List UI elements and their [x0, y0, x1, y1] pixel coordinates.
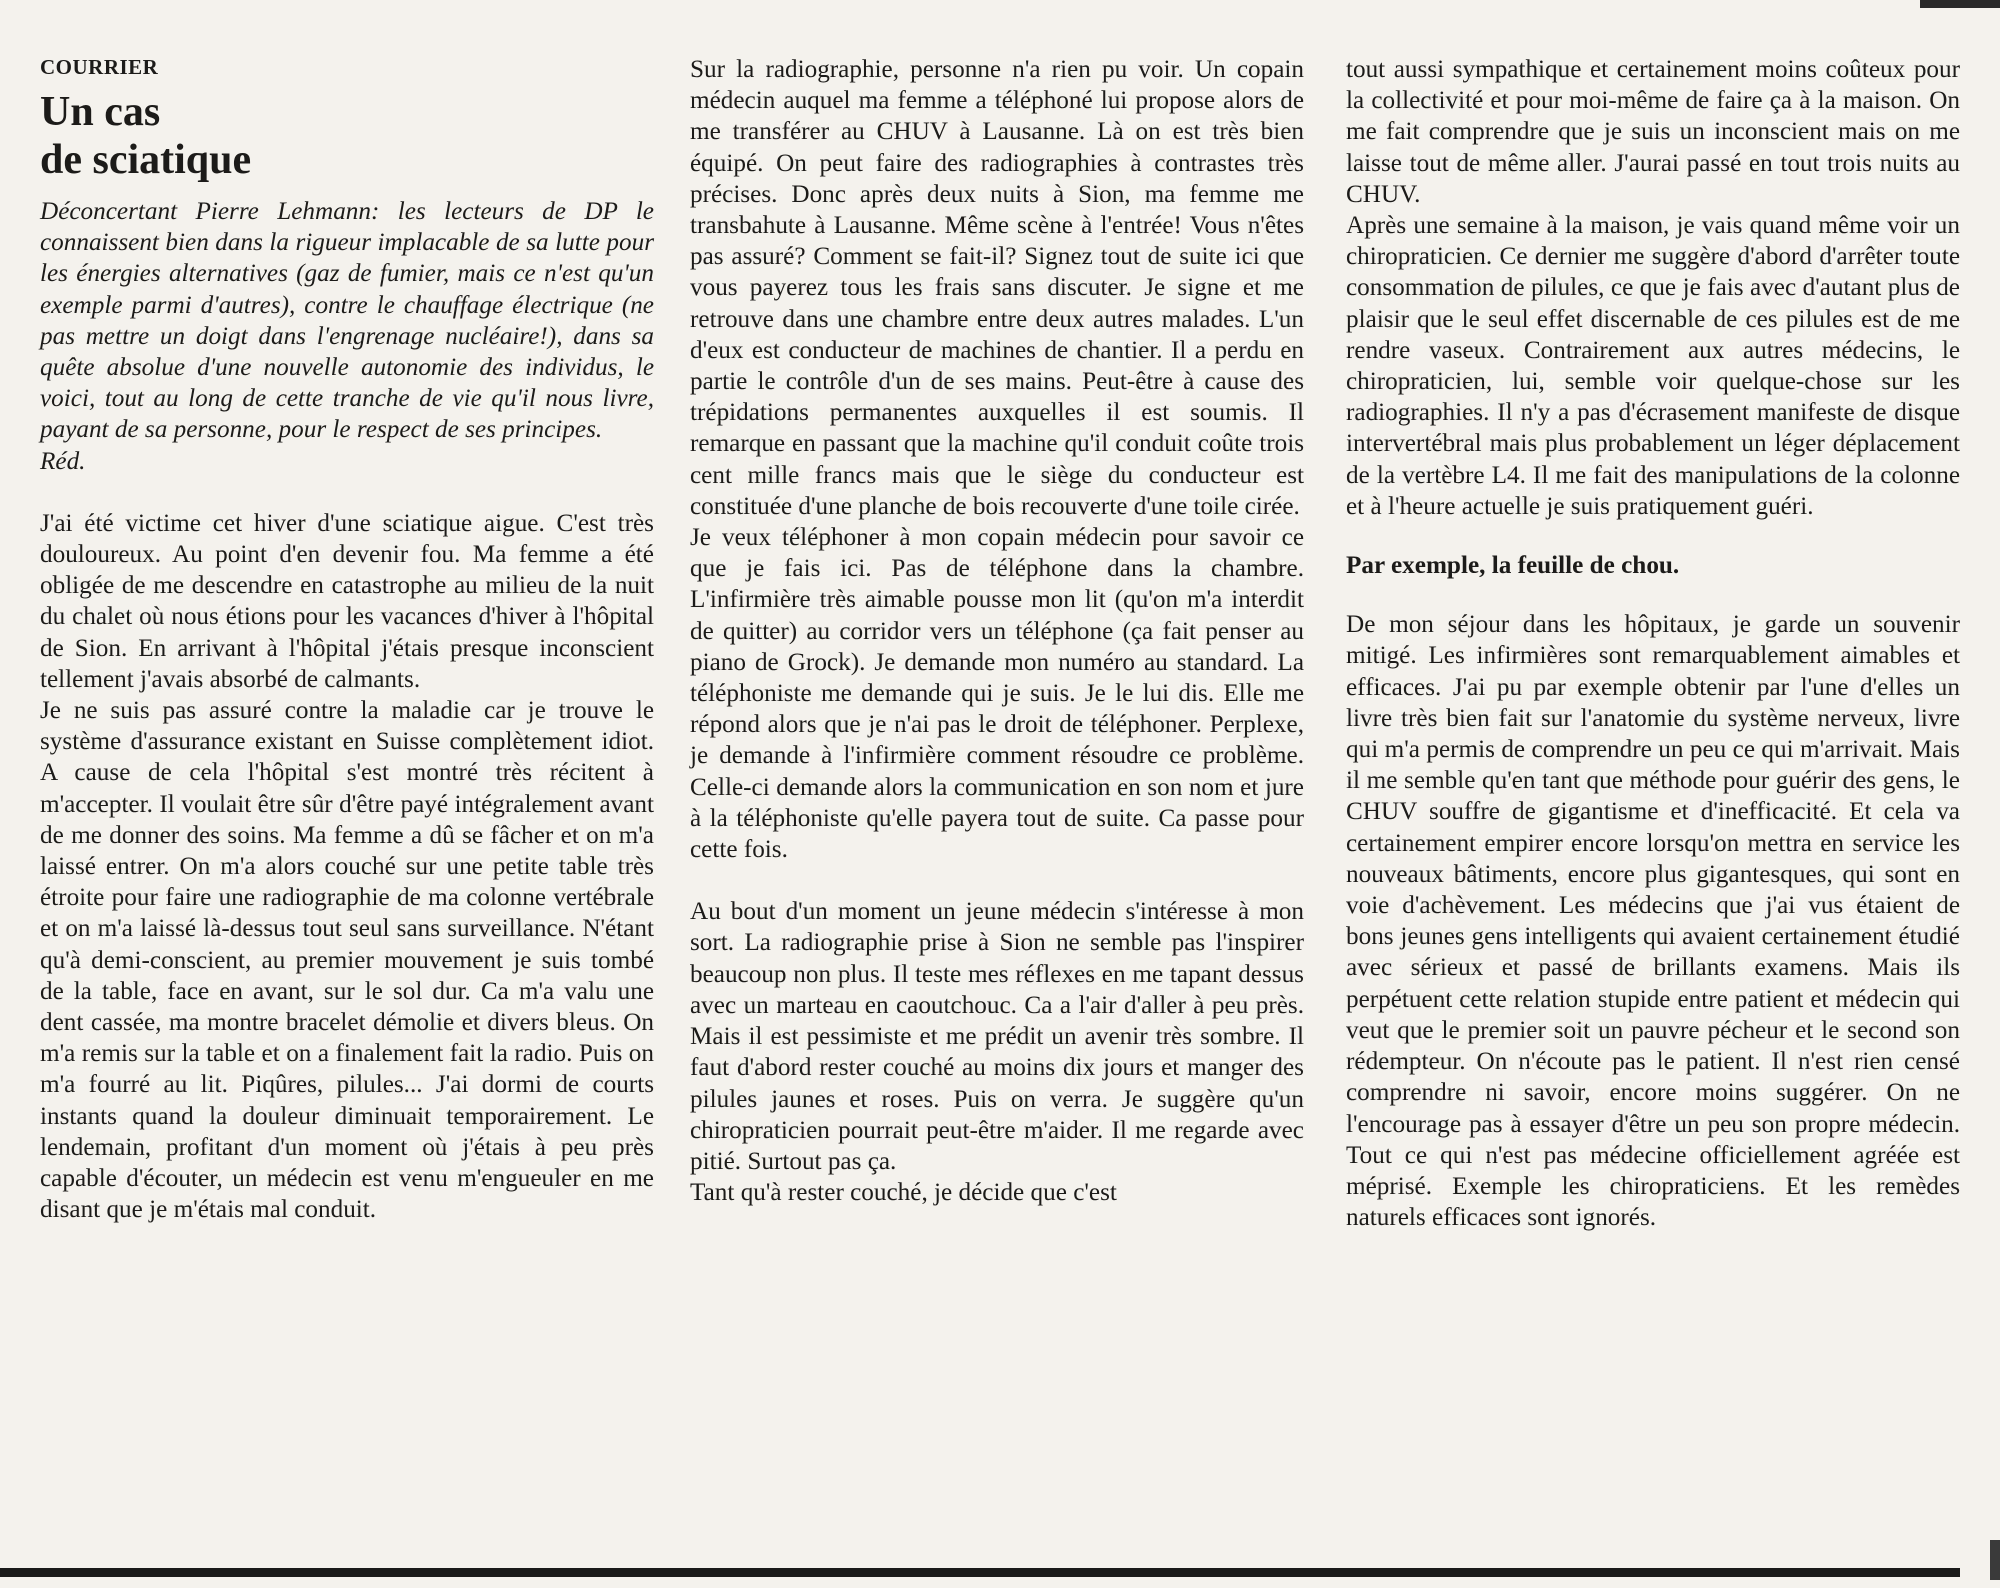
- paragraph: J'ai été victime cet hiver d'une sciatique aigue. C'est très douloureux. Au point d'en devenir fou. Ma femme a été obligée de me descendre en catastrophe au milieu de la nuit du chalet où nous étions pour les vacances d'hiver à l'hôpital de Sion. En arrivant à l'hôpital j'étais presque inconscient tellement j'avais absorbé de calmants.: [40, 509, 654, 693]
- section-rubric: COURRIER: [40, 55, 159, 79]
- paragraph: Après une semaine à la maison, je vais quand même voir un chiropraticien. Ce dernier me suggère d'abord d'arrêter toute consommation de pilules, ce que je fais avec d'autant plus de plaisir que le seul effet discernable de ces pilules est de me rendre vaseux. Contrairement aux autres médecins, le chiropraticien, lui, semble voir quelque-chose sur les radiographies. Il n'y a pas d'écrasement manifeste de disque intervertébral mais plus probablement un léger déplacement de la vertèbre L4. Il me fait des manipulations de la colonne et à l'heure actuelle je suis pratiquement guéri.: [1346, 212, 1960, 520]
- paragraph: Je ne suis pas assuré contre la maladie car je trouve le système d'assurance existant en Suisse complètement idiot. A cause de cela l'hôpital s'est montré très récitent à m'accepter. Il voulait être sûr d'être payé intégralement avant de me donner des soins. Ma femme a dû se fâcher et on m'a laissé entrer. On m'a alors couché sur une petite table très étroite pour faire une radiographie de ma colonne vertébrale et on m'a laissé là-dessus tout seul sans surveillance. N'étant qu'à demi-conscient, au premier mouvement je suis tombé de la table, face en avant, sur le sol dur. Ca m'a valu une dent cassée, ma montre bracelet démolie et divers bleus. On m'a remis sur la table et on a finalement fait la radio. Puis on m'a fourré au lit. Piqûres, pilules... J'ai dormi de courts instants quand la douleur diminuait temporairement. Le lendemain, profitant d'un moment où j'étais à peu près capable d'écouter, un médecin est venu m'engueuler en me disant que je m'étais mal conduit.: [40, 697, 654, 1224]
- article-column-1: [40, 54, 654, 1226]
- editorial-intro: [40, 196, 654, 477]
- scan-edge-mark: [1920, 0, 2000, 8]
- paragraph: Tant qu'à rester couché, je décide que c'est: [690, 1179, 1117, 1207]
- paragraph: Je veux téléphoner à mon copain médecin pour savoir ce que je fais ici. Pas de téléphone dans la chambre. L'infirmière très aimable pousse mon lit (qu'on m'a interdit de quitter) au corridor vers un téléphone (ça fait penser au piano de Grock). Je demande mon numéro au standard. La téléphoniste me demande qui je suis. Je le lui dis. Elle me répond alors que je n'ai pas le droit de téléphoner. Perplexe, je demande à l'infirmière comment résoudre ce problème. Celle-ci demande alors la communication en son nom et jure à la téléphoniste qu'elle payera tout de suite. Ca passe pour cette fois.: [690, 524, 1304, 864]
- subheading: Par exemple, la feuille de chou.: [1346, 552, 1680, 580]
- scan-edge-mark: [1990, 1540, 2000, 1580]
- article-column-2: [690, 54, 1304, 1208]
- article-column-3: [1346, 54, 1960, 1233]
- headline-line-1: Un cas: [40, 89, 161, 135]
- paragraph: De mon séjour dans les hôpitaux, je garde un souvenir mitigé. Les infirmières sont remarquablement aimables et efficaces. J'ai pu par exemple obtenir par l'une d'elles un livre très bien fait sur l'anatomie du système nerveux, livre qui m'a permis de comprendre un peu ce qui m'arrivait. Mais il me semble qu'en tant que méthode pour guérir des gens, le CHUV souffre de gigantisme et d'inefficacité. Et cela va certainement empirer encore lorsqu'on mettra en service les nouveaux bâtiments, encore plus gigantesques, qui sont en voie d'achèvement. Les médecins que j'ai vus étaient de bons jeunes gens intelligents qui avaient certainement étudié avec sérieux et passé de brillants examens. Mais ils perpétuent cette relation stupide entre patient et médecin qui veut que le premier soit un pauvre pécheur et le second son rédempteur. On n'écoute pas le patient. Il n'est rien censé comprendre ni savoir, encore moins suggérer. On ne l'encourage pas à essayer d'être un peu son propre médecin. Tout ce qui n'est pas médecine officiellement agréée est méprisé. Exemple les chiropraticiens. Et les remèdes naturels efficaces sont ignorés.: [1346, 611, 1960, 1232]
- paragraph: Au bout d'un moment un jeune médecin s'intéresse à mon sort. La radiographie prise à Sion ne semble pas l'inspirer beaucoup non plus. Il teste mes réflexes en me tapant dessus avec un marteau en caoutchouc. Ca a l'air d'aller à peu près. Mais il est pessimiste et me prédit un avenir très sombre. Il faut d'abord rester couché au moins dix jours et manger des pilules jaunes et roses. Puis on verra. Je suggère qu'un chiropraticien pourrait peut-être m'aider. Il me regarde avec pitié. Surtout pas ça.: [690, 898, 1304, 1175]
- bottom-rule: [0, 1568, 1960, 1577]
- article-headline: [40, 88, 654, 184]
- headline-line-2: de sciatique: [40, 137, 252, 183]
- intro-signature: Réd.: [40, 447, 86, 475]
- paragraph: tout aussi sympathique et certainement moins coûteux pour la collectivité et pour moi-même de faire ça à la maison. On me fait comprendre que je suis un inconscient mais on me laisse tout de même aller. J'aurai passé en tout trois nuits au CHUV.: [1346, 56, 1960, 208]
- paragraph: Sur la radiographie, personne n'a rien pu voir. Un copain médecin auquel ma femme a téléphoné lui propose alors de me transférer au CHUV à Lausanne. Là on est très bien équipé. On peut faire des radiographies à contrastes très précises. Donc après deux nuits à Sion, ma femme me transbahute à Lausanne. Même scène à l'entrée! Vous n'êtes pas assuré? Comment se fait-il? Signez tout de suite ici que vous payerez tous les frais sans discuter. Je signe et me retrouve dans une chambre entre deux autres malades. L'un d'eux est conducteur de machines de chantier. Il a perdu en partie le contrôle d'un de ses mains. Peut-être à cause des trépidations permanentes auxquelles il est soumis. Il remarque en passant que la machine qu'il conduit coûte trois cent mille francs mais que le siège du conducteur est constituée d'une planche de bois recouverte d'une toile cirée.: [690, 56, 1304, 520]
- intro-text: Déconcertant Pierre Lehmann: les lecteurs de DP le connaissent bien dans la rigueur implacable de sa lutte pour les énergies alternatives (gaz de fumier, mais ce n'est qu'un exemple parmi d'autres), contre le chauffage électrique (ne pas mettre un doigt dans l'engrenage nucléaire!), dans sa quête absolue d'une nouvelle autonomie des individus, le voici, tout au long de cette tranche de vie qu'il nous livre, payant de sa personne, pour le respect de ses principes.: [40, 198, 654, 444]
